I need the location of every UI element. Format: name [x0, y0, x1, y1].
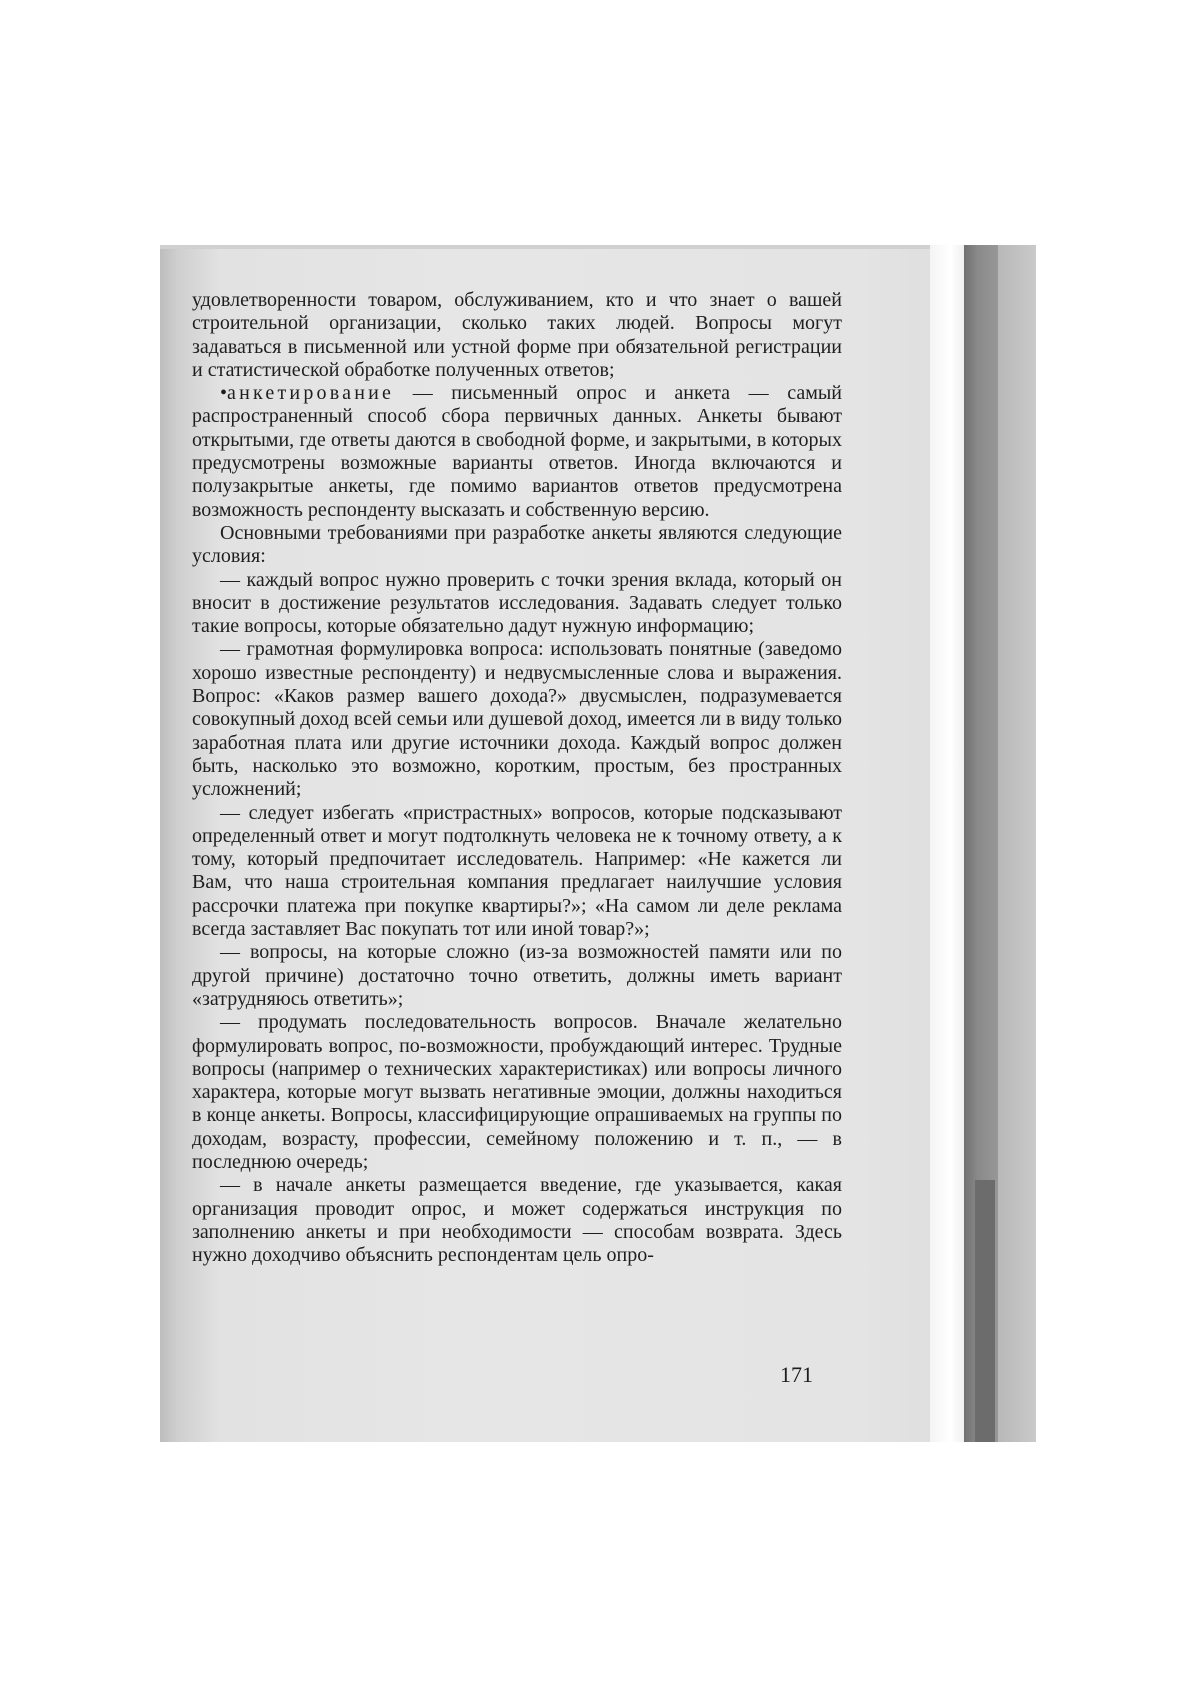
- book-spine-shadow-lower: [975, 1180, 995, 1442]
- paragraph: удовлетворенности товаром, обслуживанием, кто и что знает о вашей строительной организации, сколько таких людей. Вопросы могут задаваться в письменной или устной форме при обязательной регистрации и статистической обработке полученных ответов;: [192, 289, 842, 381]
- paragraph: — каждый вопрос нужно проверить с точки зрения вклада, который он вносит в достижение результатов исследования. Задавать следует только такие вопросы, которые обязательно дадут нужную информацию;: [192, 568, 842, 638]
- paragraph: [192, 382, 842, 522]
- page-number: 171: [780, 1362, 813, 1387]
- paragraph: — грамотная формулировка вопроса: использовать понятные (заведомо хорошо известные респонденту) и недвусмысленные слова и выражения. Вопрос: «Каков размер вашего дохода?» двусмыслен, подразумевается совокупный доход всей семьи или душевой доход, имеется ли в виду только заработная плата или другие источники дохода. Каждый вопрос должен быть, насколько это возможно, коротким, простым, без пространных усложнений;: [192, 638, 842, 801]
- book-edge: [998, 245, 1036, 1442]
- paragraph-text: — письменный опрос и анкета — самый распространенный способ сбора первичных данных. Анкеты бывают открытыми, где ответы даются в свободной форме, и закрытыми, в которых предусмотрены возможные варианты ответов. Иногда включаются и полузакрытые анкеты, где помимо вариантов ответов предусмотрена возможность респонденту высказать и собственную версию.: [192, 382, 842, 521]
- bullet: •: [220, 382, 228, 405]
- paragraph: — следует избегать «пристрастных» вопросов, которые подсказывают определенный ответ и могут подтолкнуть человека не к точному ответу, а к тому, который предпочитает исследователь. Например: «Не кажется ли Вам, что наша строительная компания предлагает наилучшие условия рассрочки платежа при покупке квартиры?»; «На самом ли деле реклама всегда заставляет Вас покупать тот или иной товар?»;: [192, 801, 842, 941]
- paragraph: — вопросы, на которые сложно (из-за возможностей памяти или по другой причине) достаточно точно ответить, должны иметь вариант «затрудняюсь ответить»;: [192, 941, 842, 1010]
- body-text: [192, 289, 842, 1267]
- page-top-edge: [160, 245, 970, 249]
- page-edge-white: [930, 245, 964, 1442]
- emphasized-term: анкетирование: [227, 382, 395, 405]
- paragraph: Основными требованиями при разработке анкеты являются следующие условия:: [192, 521, 842, 568]
- paragraph: — продумать последовательность вопросов. Вначале желательно формулировать вопрос, по-возможности, пробуждающий интерес. Трудные вопросы (например о технических характеристиках) или вопросы личного характера, которые могут вызвать негативные эмоции, должны находиться в конце анкеты. Вопросы, классифицирующие опрашиваемых на группы по доходам, возрасту, профессии, семейному положению и т. п., — в последнюю очередь;: [192, 1011, 842, 1173]
- paragraph: — в начале анкеты размещается введение, где указывается, какая организация проводит опрос, и может содержаться инструкция по заполнению анкеты и при необходимости — способам возврата. Здесь нужно доходчиво объяснить респондентам цель опро-: [192, 1174, 842, 1267]
